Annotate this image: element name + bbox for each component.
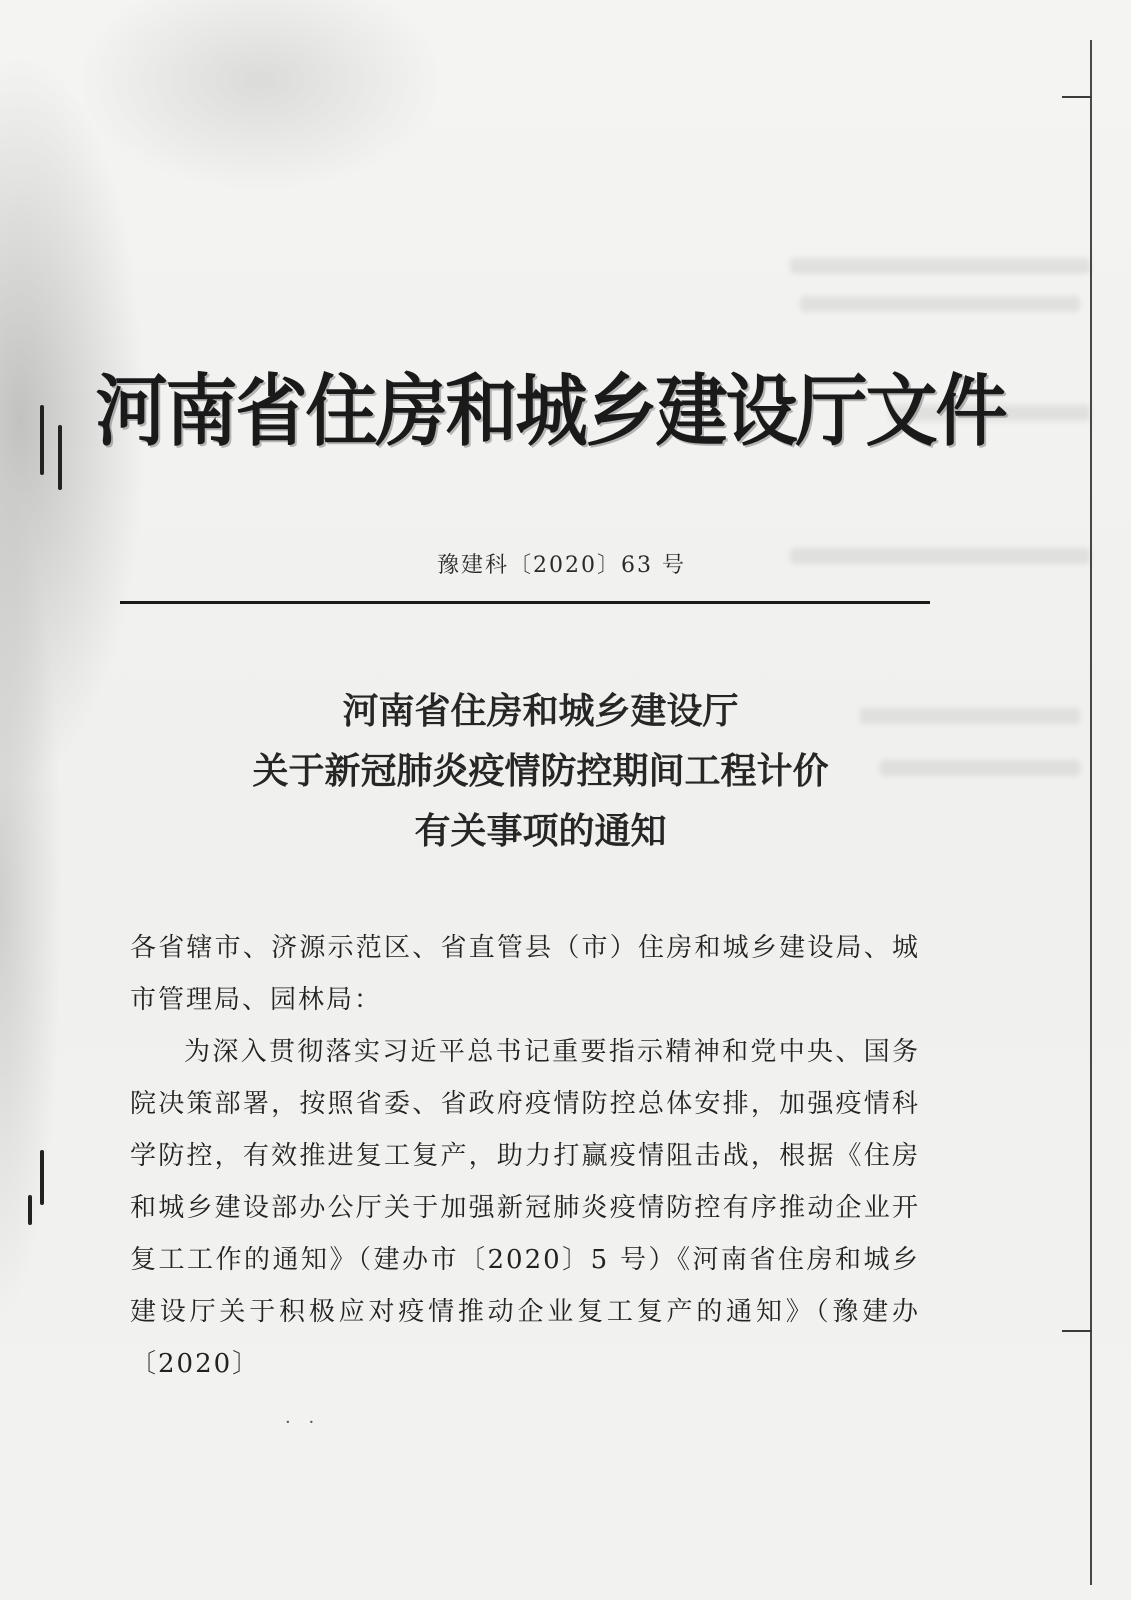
margin-tick [1062, 96, 1092, 98]
notice-title-line: 关于新冠肺炎疫情防控期间工程计价 [252, 751, 829, 792]
addressee-paragraph: 各省辖市、济源示范区、省直管县（市）住房和城乡建设局、城市管理局、园林局： [130, 933, 920, 1015]
red-header-divider [120, 601, 930, 604]
bleed-through-mark [790, 258, 1090, 274]
margin-tick [1062, 1330, 1092, 1332]
binding-mark [28, 1195, 32, 1225]
binding-mark [40, 1150, 44, 1205]
notice-title-line: 有关事项的通知 [414, 811, 667, 852]
footer-marks: · · [285, 1412, 321, 1433]
body-paragraph: 为深入贯彻落实习近平总书记重要指示精神和党中央、国务院决策部署，按照省委、省政府疫情防控总体安排，加强疫情科学防控，有效推进复工复产，助力打赢疫情阻击战，根据《住房和城乡建设部办公厅关于加强新冠肺炎疫情防控有序推动企业开复工工作的通知》（建办市〔2020〕5 号）《河南省住房和城乡建设厅关于积极应对疫情推动企业复工复产的通知》（豫建办〔2020〕 [130, 1037, 920, 1379]
bleed-through-mark [800, 296, 1080, 312]
notice-title [0, 682, 1106, 862]
notice-title-line: 河南省住房和城乡建设厅 [342, 691, 739, 732]
masthead-title: 河南省住房和城乡建设厅文件 [95, 365, 1006, 457]
body-text [130, 922, 920, 1390]
document-number: 豫建科〔2020〕63 号 [437, 553, 686, 578]
